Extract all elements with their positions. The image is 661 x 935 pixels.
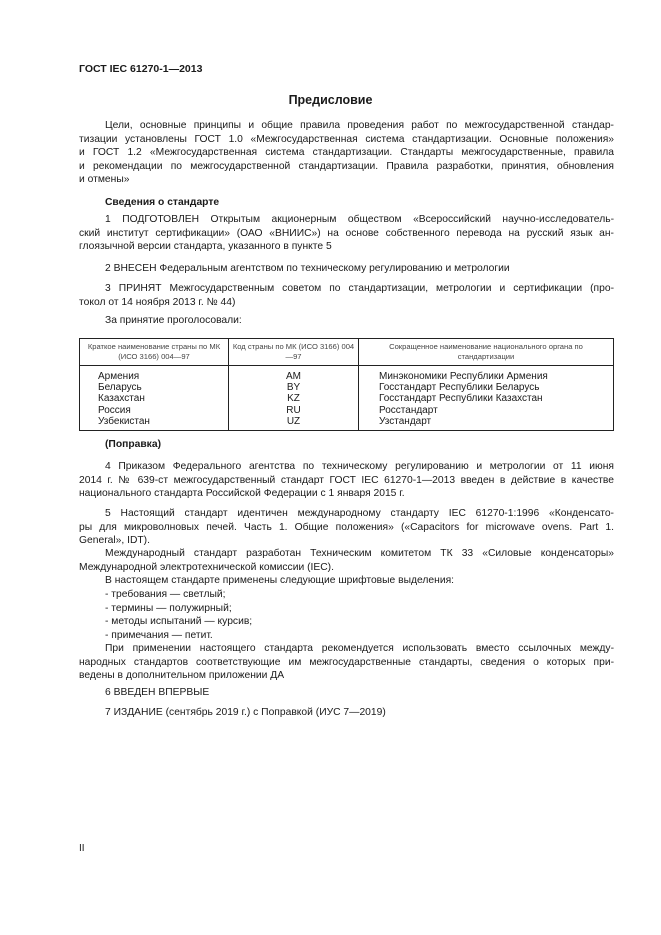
text-line: Международной электротехнической комиссии (IEC). [79,561,334,573]
text-line: национального стандарта Российской Федерации с 1 января 2015 г. [79,488,405,500]
text-line: и отмены» [79,174,130,186]
voted-label: За принятие проголосовали: [105,315,242,326]
table-row [80,393,614,404]
text-line: ры для микроволновых печей. Часть 1. Общие положения» («Capacitors for microwave ovens. Part 1. [79,521,614,533]
reference-note-paragraph [79,642,614,683]
column-header-code: Код страны по МК (ИСО 3166) 004—97 [229,339,359,366]
text-line: ский институт сертификации» (ОАО «ВНИИС») на основе собственного перевода на русский язык ан- [79,227,614,239]
table-row [80,416,614,431]
text-line: народных стандартов соответствующие им межгосударственные стандарты, сведения о которых при- [79,656,614,668]
amendment-label: (Поправка) [105,439,161,450]
text-line: 1 ПОДГОТОВЛЕН Открытым акционерным обществом «Всероссийский научно-исследователь- [105,214,614,225]
code-cell: BY [229,382,359,393]
column-header-country: Краткое наименование страны по МК (ИСО 3166) 004—97 [80,339,229,366]
page-number: II [79,843,85,854]
text-line: При применении настоящего стандарта рекомендуется использовать вместо ссылочных между- [105,643,614,654]
body-cell: Узстандарт [359,416,614,431]
text-line: и рекомендации по межгосударственной стандартизации. Правила разработки, принятия, обновления [79,160,614,172]
list-item: - требования — светлый; [105,589,226,600]
item-4-paragraph [79,460,614,501]
intro-paragraph [79,119,614,187]
table-row [80,366,614,383]
column-header-body: Сокращенное наименование национального органа по стандартизации [359,339,614,366]
country-cell: Армения [80,366,229,383]
item-3-paragraph [79,282,614,309]
text-line: и ГОСТ 1.2 «Межгосударственная система стандартизации. Стандарты межгосударственные, правила [79,147,614,159]
code-cell: UZ [229,416,359,431]
table-row [80,405,614,416]
table-header-row [80,339,614,366]
item-7-paragraph: 7 ИЗДАНИЕ (сентябрь 2019 г.) с Поправкой (ИУС 7—2019) [105,707,386,718]
text-line: General», IDT). [79,535,150,547]
code-cell: AM [229,366,359,383]
text-line: Цели, основные принципы и общие правила проведения работ по межгосударственной стандар- [105,120,614,131]
text-line: тизации установлены ГОСТ 1.0 «Межгосударственная система стандартизации. Основные положения» [79,133,614,145]
country-cell: Россия [80,405,229,416]
text-line: ведены в дополнительном приложении ДА [79,670,285,682]
fonts-intro: В настоящем стандарте применены следующие шрифтовые выделения: [105,575,455,586]
list-item: - методы испытаний — курсив; [105,616,253,628]
member-states-table [79,338,614,431]
item-2-paragraph: 2 ВНЕСЕН Федеральным агентством по техническому регулированию и метрологии [105,263,510,274]
item-5-paragraph [79,507,614,548]
country-cell: Казахстан [80,393,229,404]
text-line: 4 Приказом Федерального агентства по техническому регулированию и метрологии от 11 июня [105,461,614,472]
text-line: Международный стандарт разработан Техническим комитетом ТК 33 «Силовые конденсаторы» [105,548,614,559]
page-title: Предисловие [288,93,373,107]
body-cell: Госстандарт Республики Казахстан [359,393,614,404]
text-line: токол от 14 ноября 2013 г. № 44) [79,296,236,308]
country-cell: Беларусь [80,382,229,393]
text-line: 5 Настоящий стандарт идентичен международному стандарту IEC 61270-1:1996 «Конденсато- [105,508,614,519]
code-cell: KZ [229,393,359,404]
list-item: - термины — полужирный; [105,602,232,614]
body-cell: Госстандарт Республики Беларусь [359,382,614,393]
section-heading: Сведения о стандарте [105,197,220,208]
country-cell: Узбекистан [80,416,229,431]
text-line: 2014 г. № 639-ст межгосударственный стандарт ГОСТ IEC 61270-1—2013 введен в действие в качестве [79,474,614,486]
body-cell: Росстандарт [359,405,614,416]
item-6-paragraph: 6 ВВЕДЕН ВПЕРВЫЕ [105,687,210,698]
text-line: глоязычной версии стандарта, указанного в пункте 5 [79,241,332,253]
text-line: 3 ПРИНЯТ Межгосударственным советом по стандартизации, метрологии и сертификации (про- [105,283,614,294]
list-item: - примечания — петит. [105,629,213,641]
intl-standard-paragraph [79,547,614,574]
font-list [105,588,252,642]
item-1-paragraph [79,213,614,254]
document-header-code: ГОСТ IEC 61270-1—2013 [79,63,203,75]
code-cell: RU [229,405,359,416]
table-row [80,382,614,393]
body-cell: Минэкономики Республики Армения [359,366,614,383]
